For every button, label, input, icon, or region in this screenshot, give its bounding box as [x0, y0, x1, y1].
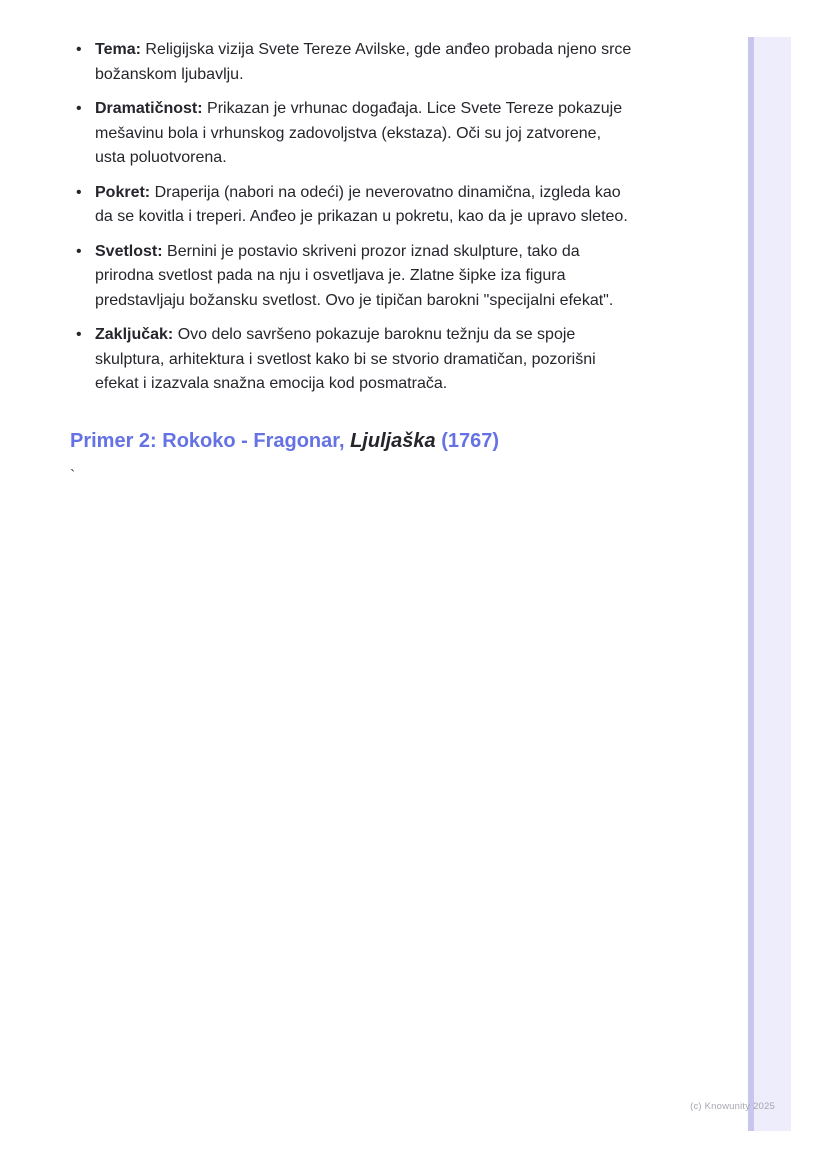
- heading-artwork-title: Ljuljaška: [350, 429, 436, 452]
- list-item: [70, 181, 632, 230]
- list-item-text: [95, 240, 632, 314]
- bullet-dot-icon: •: [76, 242, 82, 260]
- list-item: [70, 323, 632, 397]
- list-item-body: Ovo delo savršeno pokazuje baroknu težnju da se spoje skulptura, arhitektura i svetlost kako bi se stvorio dramatičan, pozorišni efekat i izazvala snažna emocija kod posmatrača.: [95, 326, 596, 392]
- list-item-text: [95, 38, 632, 87]
- section-heading: [70, 427, 632, 455]
- list-item-body: Draperija (nabori na odeći) je neverovatno dinamična, izgleda kao da se kovitla i treperi. Anđeo je prikazan u pokretu, kao da je upravo sleteo.: [95, 183, 628, 225]
- list-item-label: Pokret:: [95, 183, 151, 201]
- list-item: [70, 38, 632, 87]
- list-item-body: Bernini je postavio skriveni prozor iznad skulpture, tako da prirodna svetlost pada na nju i osvetljava je. Zlatne šipke iza figura predstavljaju božansku svetlost. Ovo je tipičan barokni "specijalni efekat".: [95, 242, 614, 309]
- list-item: [70, 240, 632, 314]
- list-item-text: [95, 181, 632, 230]
- copyright-watermark: (c) Knowunity 2025: [690, 1101, 775, 1112]
- list-item: [70, 97, 632, 171]
- list-item-label: Dramatičnost:: [95, 100, 203, 117]
- list-item-body: Religijska vizija Svete Tereze Avilske, gde anđeo probada njeno srce božanskom ljubavlju.: [95, 41, 632, 83]
- list-item-body: Prikazan je vrhunac događaja. Lice Svete Tereze pokazuje mešavinu bola i vrhunskog zadovoljstva (ekstaza). Oči su joj zatvorene, usta poluotvorena.: [95, 100, 623, 166]
- stray-backtick-text: `: [70, 467, 76, 485]
- list-item-label: Zaključak:: [95, 326, 174, 343]
- bullet-dot-icon: •: [76, 326, 82, 343]
- list-item-label: Svetlost:: [95, 242, 163, 260]
- analysis-bullet-list: [70, 38, 632, 397]
- list-item-label: Tema:: [95, 41, 141, 58]
- document-content: [70, 38, 632, 489]
- heading-prefix: Primer 2: Rokoko - Fragonar,: [70, 429, 351, 452]
- heading-year: (1767): [435, 429, 500, 452]
- list-item-text: [95, 97, 632, 171]
- bullet-dot-icon: •: [76, 183, 82, 201]
- list-item-text: [95, 323, 632, 397]
- bullet-dot-icon: •: [76, 100, 82, 117]
- page-edge-stripe: [748, 37, 791, 1131]
- bullet-dot-icon: •: [76, 41, 82, 58]
